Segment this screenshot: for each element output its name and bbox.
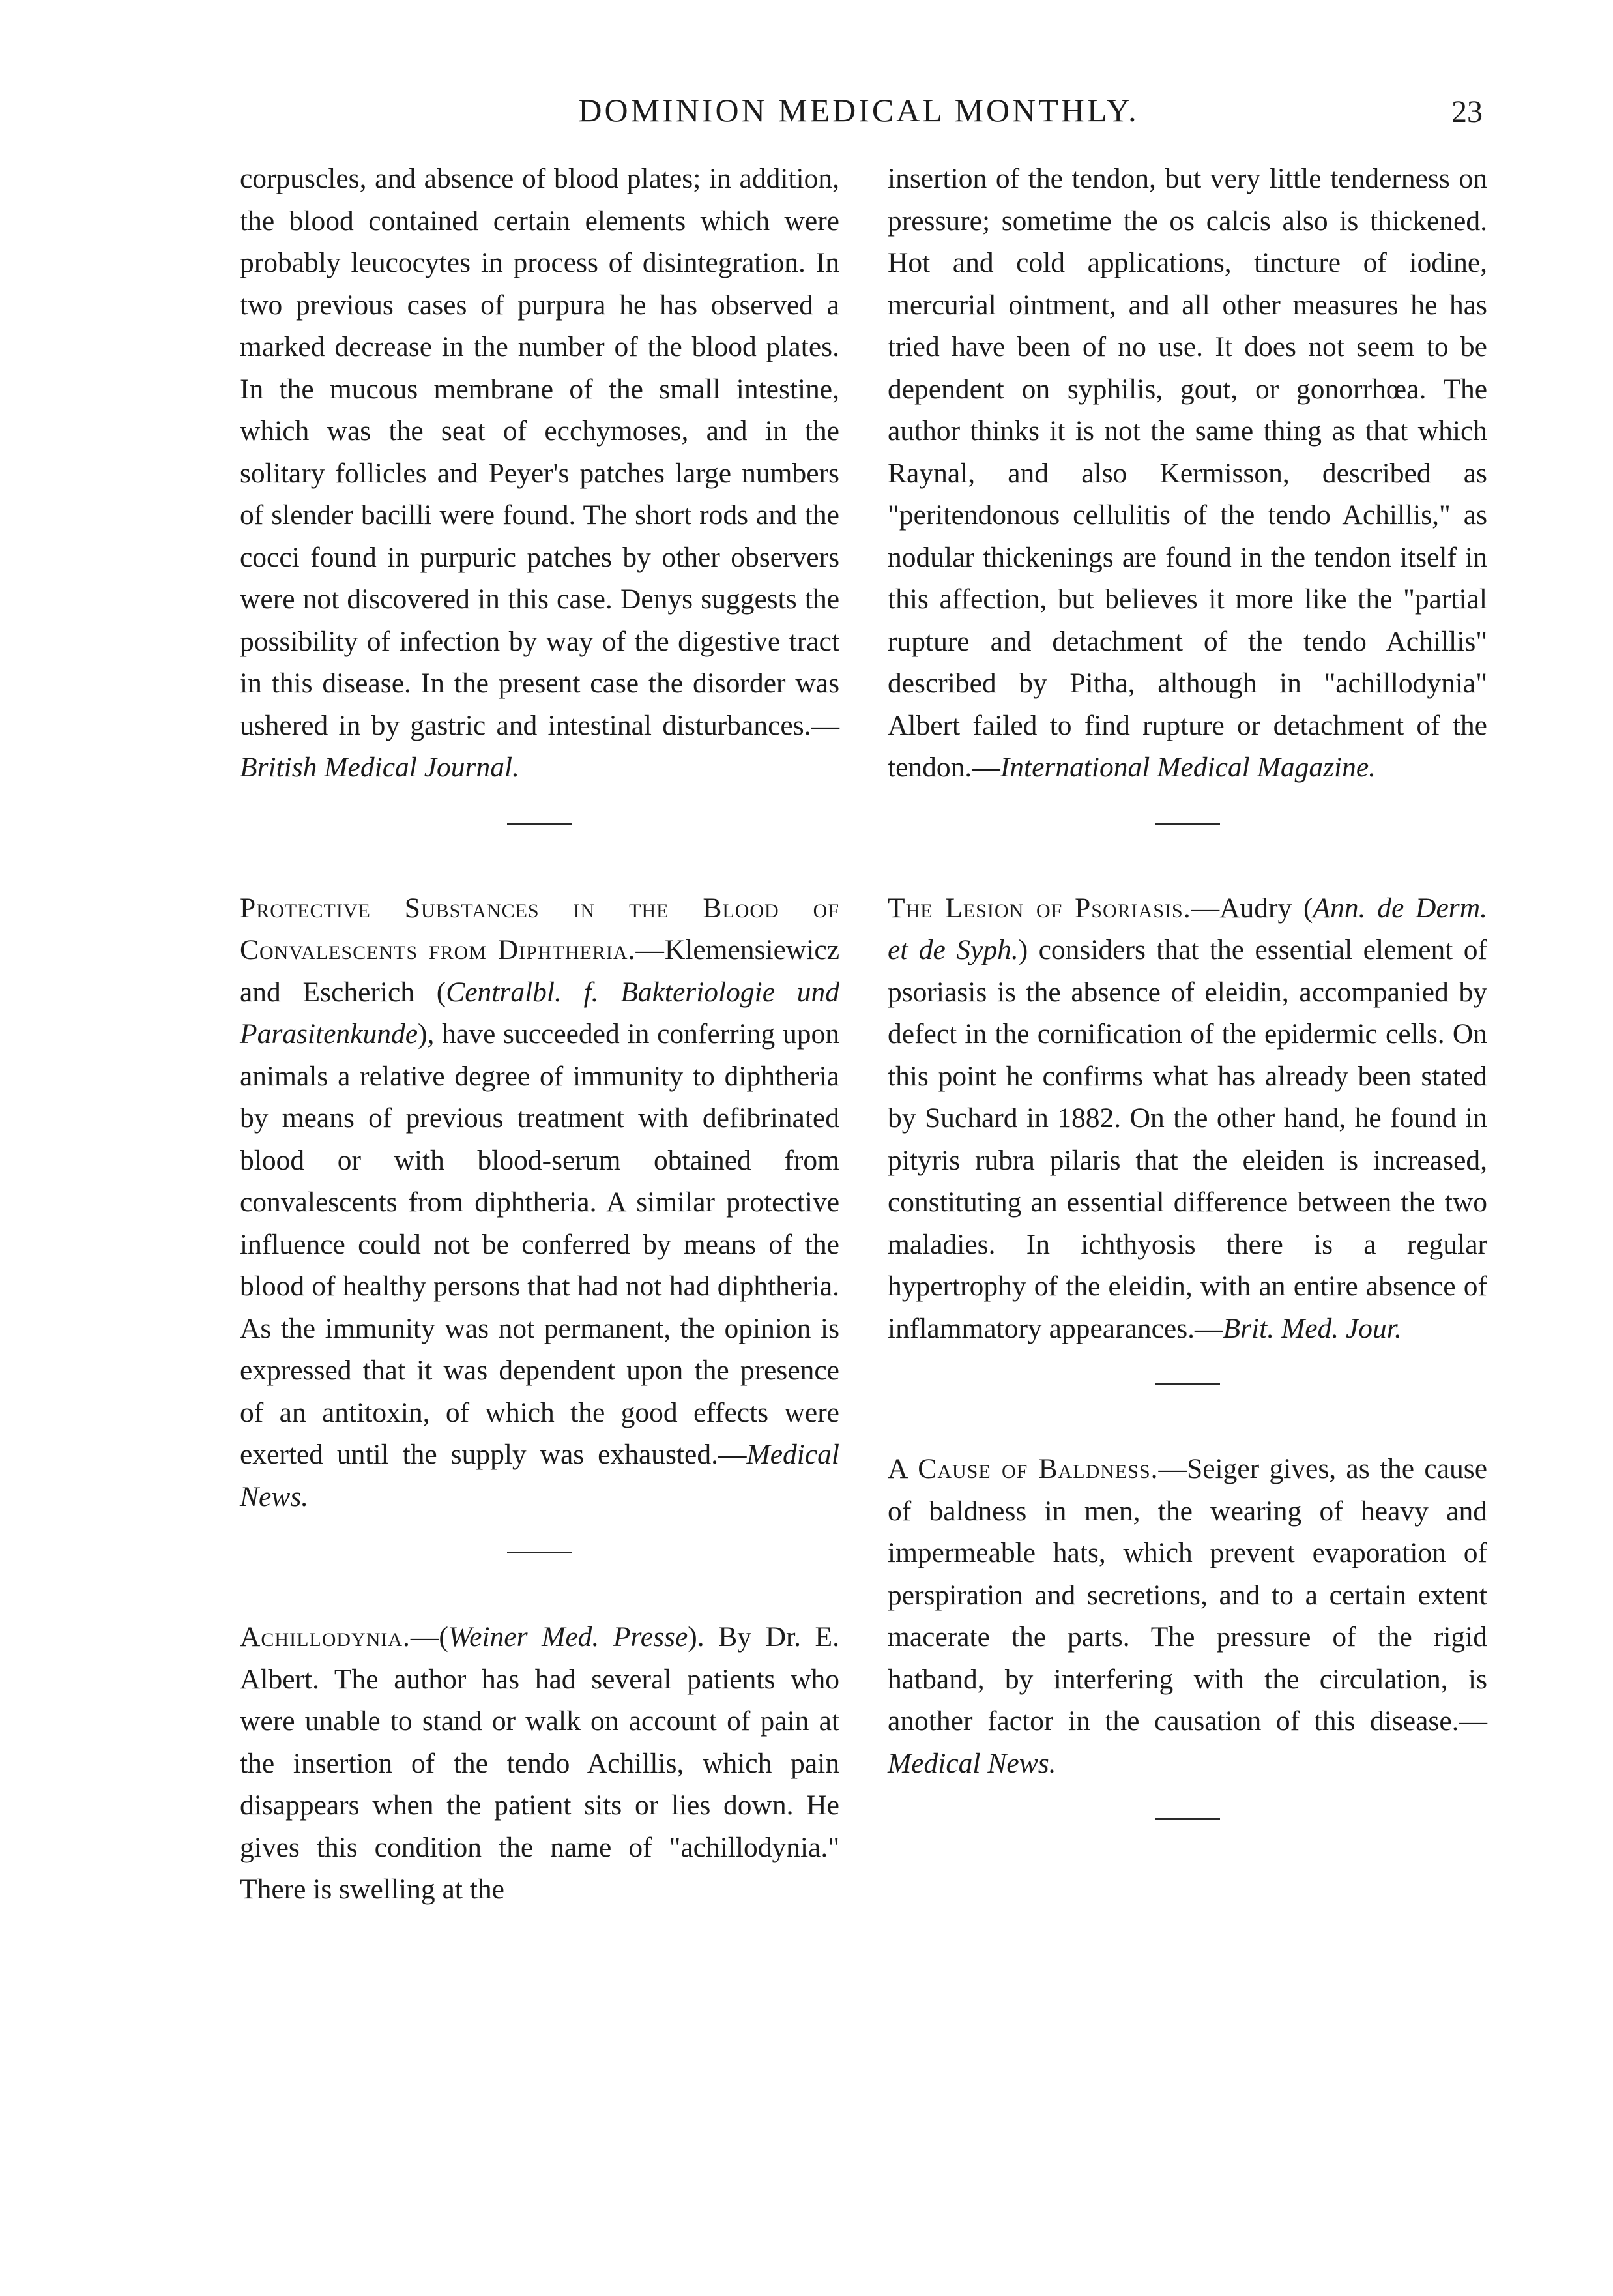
baldness-article (888, 1448, 1487, 1784)
left-column (240, 158, 839, 1911)
achillodynia-dash: —( (410, 1621, 448, 1653)
protective-substances-article (240, 887, 839, 1518)
achillodynia-citation: Weiner Med. Presse (448, 1621, 688, 1653)
baldness-source: Medical News. (888, 1747, 1056, 1779)
spacer (240, 1553, 839, 1616)
achillodynia-continued-body: insertion of the tendon, but very little tenderness on pressure; sometime the os calcis also is thickened. Hot and cold applications, tincture of iodine, mercurial ointment, and all other measures he has tried have been of no use. It does not seem to be dependent on syphilis, gout, or gonorrhœa. The author thinks it is not the same thing as that which Raynal, and also Kermisson, described as "peritendonous cellulitis of the tendo Achillis," as nodular thickenings are found in the tendon itself in this affection, but believes it more like the "partial rupture and detachment of the tendo Achillis" described by Pitha, although in "achillodynia" Albert failed to find rupture or detachment of the tendon.— (888, 163, 1487, 783)
protective-citation: Centralbl. f. Bakteriologie und Parasitenkunde (240, 976, 839, 1050)
achillodynia-article-continued (888, 158, 1487, 789)
section-divider (1155, 1818, 1220, 1820)
psoriasis-source: Brit. Med. Jour. (1223, 1312, 1402, 1344)
purpura-body: corpuscles, and absence of blood plates; in addition, the blood contained certain elements which were probably leucocytes in process of disintegration. In two previous cases of purpura he has observed a marked decrease in the number of the blood plates. In the mucous membrane of the small intestine, which was the seat of ecchymoses, and in the solitary follicles and Peyer's patches large numbers of slender bacilli were found. The short rods and the cocci found in purpuric patches by other observers were not discovered in this case. Denys suggests the possibility of infection by way of the digestive tract in this disease. In the present case the disorder was ushered in by gastric and intestinal disturbances.— (240, 163, 839, 741)
achillodynia-heading: Achillodynia. (240, 1621, 411, 1653)
protective-body-b: ), have succeeded in conferring upon animals a relative degree of immunity to diphtheria by means of previous treatment with defibrinated blood or with blood-serum obtained from convalescents from diphtheria. A similar protective influence could not be conferred by means of the blood of healthy persons that had not had diphtheria. As the immunity was not permanent, the opinion is expressed that it was dependent upon the presence of an antitoxin, of which the good effects were exerted until the supply was exhausted.— (240, 1018, 839, 1470)
psoriasis-body-b: ) considers that the essential element of psoriasis is the absence of eleidin, accompanied by defect in the cornification of the epidermic cells. On this point he confirms what has already been stated by Suchard in 1882. On the other hand, he found in pityris rubra pilaris that the eleiden is increased, constituting an essential difference between the two maladies. In ichthyosis there is a regular hypertrophy of the eleidin, with an entire absence of inflammatory appearances.— (888, 934, 1487, 1344)
psoriasis-body-a: —Audry ( (1191, 892, 1313, 924)
psoriasis-heading: The Lesion of Psoriasis. (888, 892, 1191, 924)
running-head (235, 91, 1483, 137)
psoriasis-citation: Ann. de Derm. et de Syph. (888, 892, 1487, 965)
protective-substances-heading: Protective Substances in the Blood of Convalescents from Diphtheria.— (240, 892, 839, 965)
spacer (888, 1349, 1487, 1383)
protective-source: Medical News. (240, 1439, 839, 1512)
psoriasis-article (888, 887, 1487, 1350)
spacer (888, 1385, 1487, 1448)
purpura-article-continued (240, 158, 839, 789)
spacer (240, 825, 839, 887)
spacer (888, 825, 1487, 887)
spacer (240, 789, 839, 823)
baldness-body: —Seiger gives, as the cause of baldness in men, the wearing of heavy and impermeable hats, which prevent evaporation of perspiration and secretions, and to a certain extent macerate the parts. The pressure of the rigid hatband, by interfering with the circulation, is another factor in the causation of this disease.— (888, 1453, 1487, 1737)
spacer (240, 1518, 839, 1552)
achillodynia-body: ). By Dr. E. Albert. The author has had several patients who were unable to stand or walk on account of pain at the insertion of the tendo Achillis, which pain disappears when the patient sits or lies down. He gives this condition the name of "achillodynia." There is swelling at the (240, 1621, 839, 1905)
page-number: 23 (1451, 95, 1483, 129)
purpura-source: British Medical Journal. (240, 752, 519, 783)
spacer (888, 789, 1487, 823)
journal-title: DOMINION MEDICAL MONTHLY. (578, 92, 1139, 128)
baldness-heading: A Cause of Baldness. (888, 1453, 1159, 1484)
spacer (888, 1784, 1487, 1818)
achillodynia-article (240, 1616, 839, 1911)
protective-body-a: Klemensiewicz and Escherich ( (240, 934, 839, 1008)
achillodynia-source: International Medical Magazine. (1000, 752, 1376, 783)
right-column (888, 158, 1487, 1820)
